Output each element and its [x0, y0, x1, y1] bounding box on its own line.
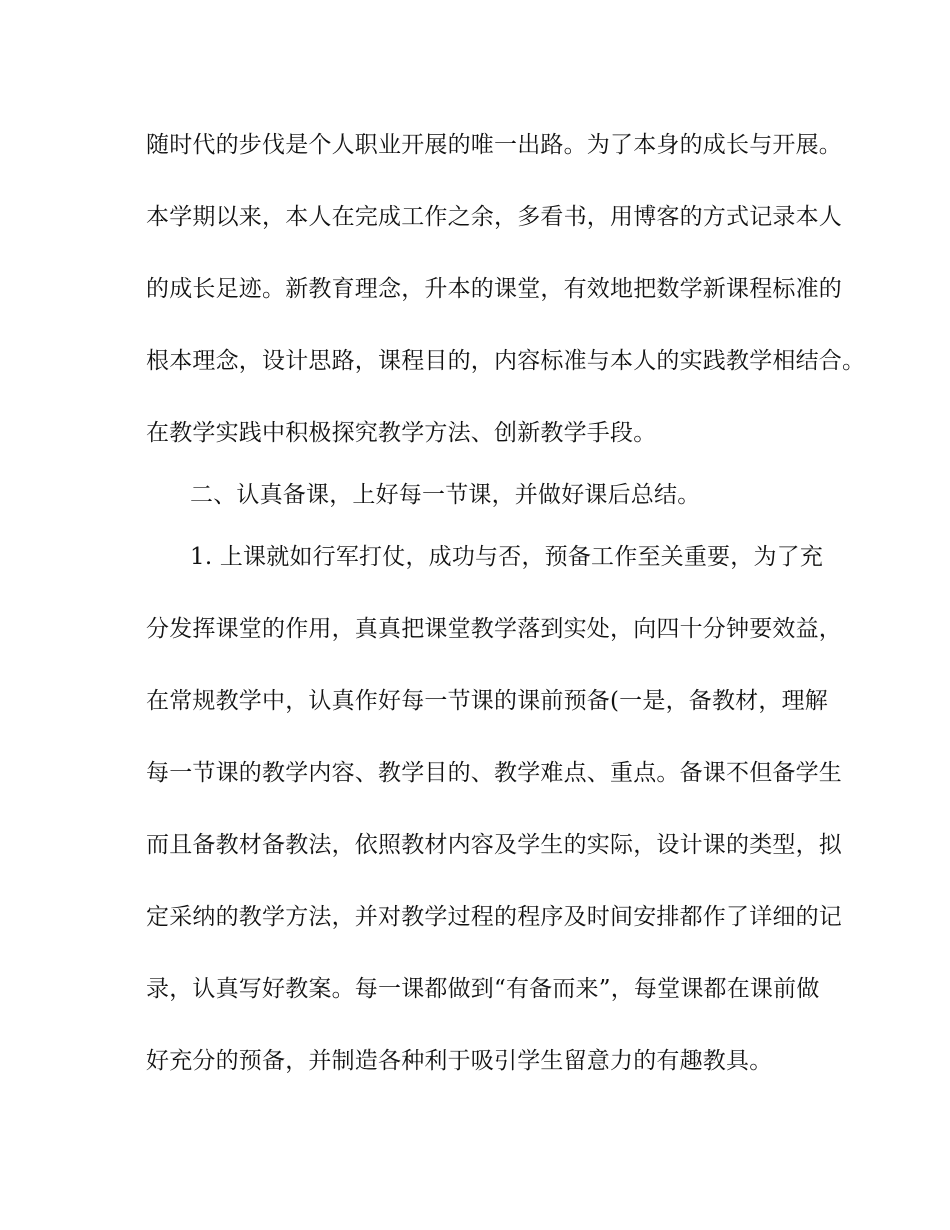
- paragraph-line-5: 在教学实践中积极探究教学方法、创新教学手段。: [146, 420, 657, 446]
- paragraph-line-12: 定采纳的教学方法，并对教学过程的程序及时间安排都作了详细的记: [146, 904, 842, 930]
- paragraph-line-3: 的成长足迹。新教育理念，升本的课堂，有效地把数学新课程标准的: [146, 276, 842, 302]
- paragraph-line-13: 录，认真写好教案。每一课都做到“有备而来”，每堂课都在课前做: [146, 976, 820, 1002]
- paragraph-line-7: 1. 上课就如行军打仗，成功与否，预备工作至关重要，为了充: [190, 544, 824, 570]
- paragraph-line-9: 在常规教学中，认真作好每一节课的课前预备(一是，备教材，理解: [146, 688, 828, 714]
- section-heading-2: 二、认真备课，上好每一节课，并做好课后总结。: [190, 482, 701, 508]
- paragraph-line-8: 分发挥课堂的作用，真真把课堂教学落到实处，向四十分钟要效益，: [146, 616, 842, 642]
- paragraph-line-14: 好充分的预备，并制造各种利于吸引学生留意力的有趣教具。: [146, 1048, 773, 1074]
- paragraph-line-1: 随时代的步伐是个人职业开展的唯一出路。为了本身的成长与开展。: [146, 132, 842, 158]
- paragraph-line-11: 而且备教材备教法，依照教材内容及学生的实际，设计课的类型，拟: [146, 832, 842, 858]
- paragraph-line-4: 根本理念，设计思路，课程目的，内容标准与本人的实践教学相结合。: [146, 348, 866, 374]
- paragraph-line-2: 本学期以来，本人在完成工作之余，多看书，用博客的方式记录本人: [146, 204, 842, 230]
- paragraph-line-10: 每一节课的教学内容、教学目的、教学难点、重点。备课不但备学生: [146, 760, 842, 786]
